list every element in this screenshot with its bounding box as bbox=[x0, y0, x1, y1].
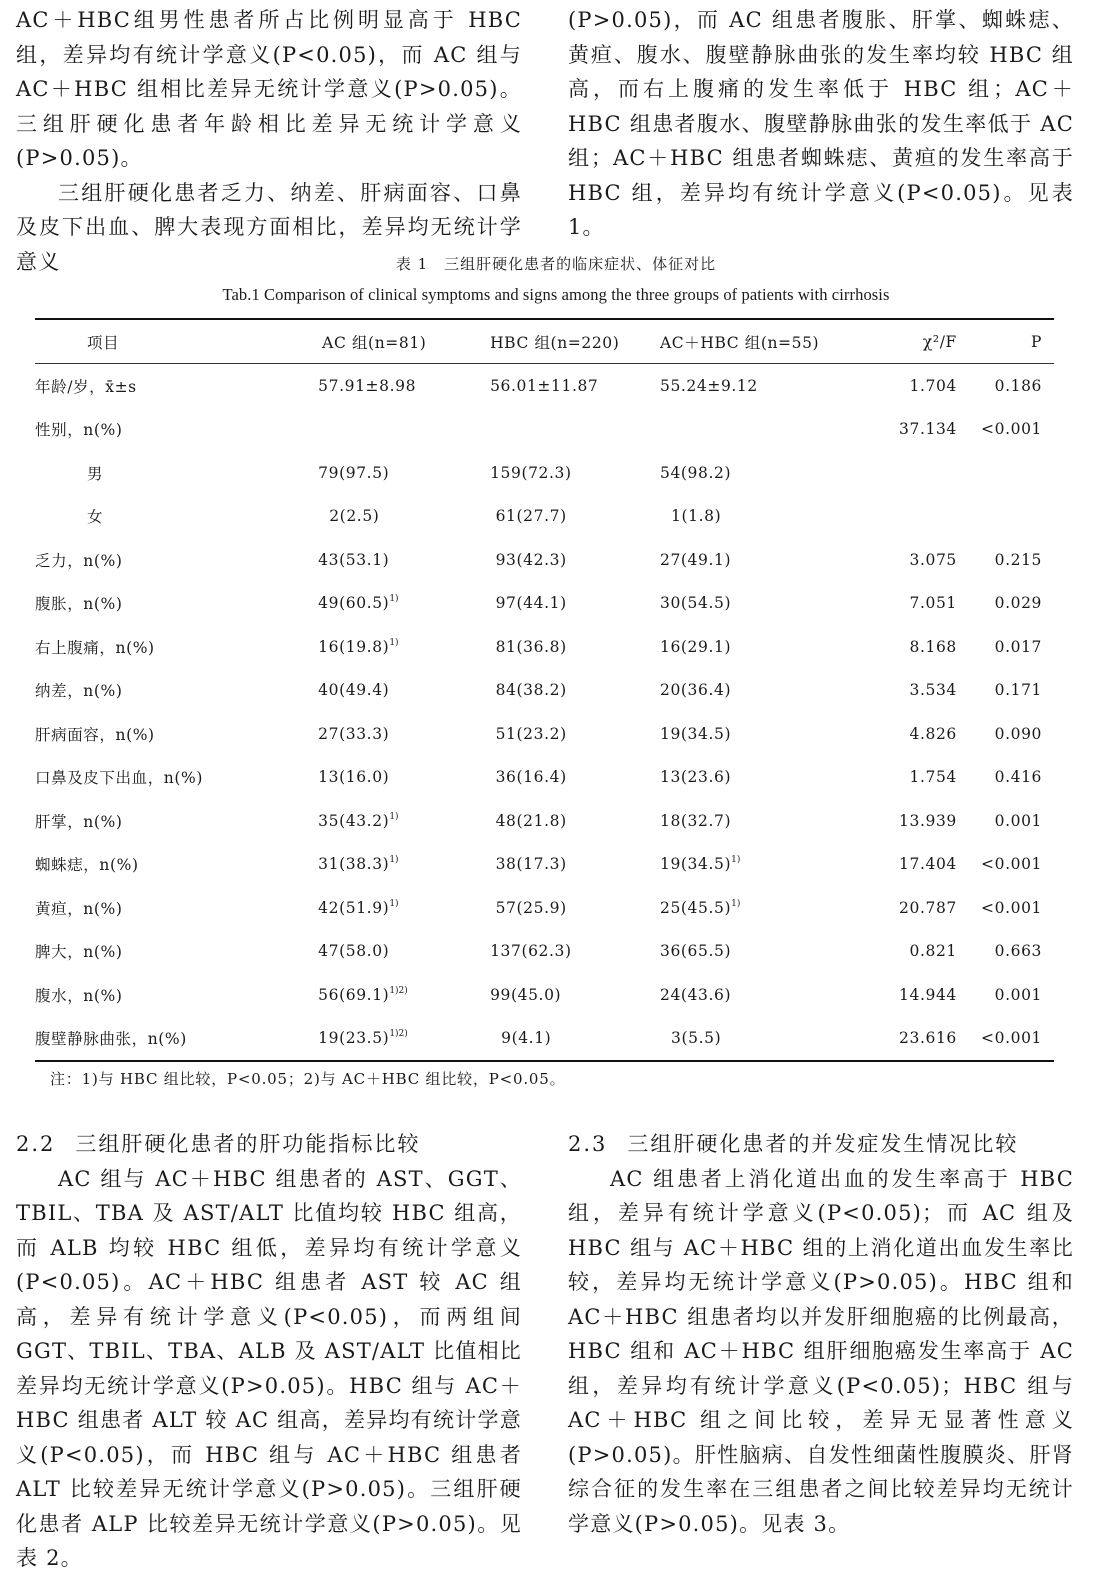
table-caption-cn bbox=[0, 253, 1112, 274]
cell-statistic bbox=[871, 973, 956, 1017]
cell-ac-hbc-value: 1(1.8) bbox=[659, 507, 722, 526]
row-item-value: 腹水，n(%) bbox=[35, 986, 123, 1005]
cell-p-value: <0.001 bbox=[981, 898, 1042, 917]
cell-statistic-value: 7.051 bbox=[909, 594, 957, 613]
cell-hbc-value: 48(21.8) bbox=[490, 811, 567, 830]
section-2-3 bbox=[568, 1127, 1074, 1541]
cell-ac bbox=[318, 886, 490, 930]
cell-ac-hbc bbox=[660, 712, 871, 756]
cell-p-value: 0.090 bbox=[994, 724, 1042, 743]
cell-ac-value: 27(33.3) bbox=[318, 724, 390, 743]
section-title: 三组肝硬化患者的肝功能指标比较 bbox=[75, 1132, 421, 1156]
cell-ac-value: 13(16.0) bbox=[318, 768, 390, 787]
cell-p bbox=[957, 973, 1054, 1017]
cell-ac-value: 43(53.1) bbox=[318, 550, 390, 569]
cell-ac-hbc-value: 24(43.6) bbox=[659, 985, 732, 1004]
footnote-marker: 1) bbox=[389, 898, 399, 909]
cell-ac-hbc-value: 25(45.5) bbox=[659, 898, 732, 917]
cell-ac-hbc bbox=[660, 451, 871, 495]
table-row bbox=[35, 973, 1054, 1017]
body-text-top-right bbox=[568, 3, 1074, 245]
cell-p bbox=[957, 625, 1054, 669]
body-text-top-left bbox=[16, 3, 522, 279]
cell-hbc bbox=[490, 799, 660, 843]
cell-ac bbox=[318, 973, 490, 1017]
cell-p bbox=[957, 799, 1054, 843]
table-row bbox=[35, 538, 1054, 582]
cell-p-value: <0.001 bbox=[981, 1029, 1042, 1048]
cell-p-value: 0.029 bbox=[994, 594, 1042, 613]
cell-hbc bbox=[490, 843, 660, 887]
cell-p bbox=[957, 538, 1054, 582]
cell-statistic bbox=[871, 451, 956, 495]
table-row bbox=[35, 1017, 1054, 1062]
cell-hbc-value: 137(62.3) bbox=[490, 942, 572, 961]
table-row bbox=[35, 669, 1054, 713]
cell-statistic bbox=[871, 625, 956, 669]
table-row bbox=[35, 712, 1054, 756]
table-row bbox=[35, 756, 1054, 800]
cell-ac bbox=[318, 843, 490, 887]
section-title: 三组肝硬化患者的并发症发生情况比较 bbox=[627, 1132, 1019, 1156]
paragraph: AC 组与 AC＋HBC 组患者的 AST、GGT、TBIL、TBA 及 AST/ALT 比值均较 HBC 组高，而 ALB 均较 HBC 组低，差异均有统计学意义(P<0.05)。AC＋HBC 组患者 AST 较 AC 组高，差异有统计学意义(P<0.05)，而两组间 GGT、TBIL、TBA、ALB 及 AST/ALT 比值相比差异均无统计学意义(P>0.05)。HBC 组与 AC＋HBC 组患者 ALT 较 AC 组高，差异均有统计学意义(P<0.05)，而 HBC 组与 AC＋HBC 组患者 ALT 比较差异无统计学意义(P>0.05)。三组肝硬化患者 ALP 比较差异无统计学意义(P>0.05)。见表 2。 bbox=[16, 1166, 522, 1570]
row-item-value: 年龄/岁，x̄±s bbox=[35, 377, 137, 396]
table-row bbox=[35, 582, 1054, 626]
row-item bbox=[35, 495, 318, 539]
cell-p bbox=[957, 669, 1054, 713]
row-item-value: 女 bbox=[87, 508, 104, 527]
footnote-marker: 1) bbox=[389, 811, 399, 822]
row-item bbox=[35, 625, 318, 669]
cell-statistic bbox=[871, 364, 956, 408]
cell-ac-value: 42(51.9) bbox=[318, 898, 390, 917]
cell-hbc bbox=[490, 930, 660, 974]
section-heading bbox=[16, 1127, 522, 1162]
cell-ac bbox=[318, 799, 490, 843]
cell-ac bbox=[318, 451, 490, 495]
header-p: P bbox=[1030, 332, 1042, 351]
cell-statistic bbox=[871, 1017, 956, 1062]
cell-ac-hbc bbox=[660, 408, 871, 452]
cell-ac-value: 16(19.8) bbox=[318, 637, 390, 656]
row-item bbox=[35, 364, 318, 408]
table-row bbox=[35, 408, 1054, 452]
cell-ac-value: 31(38.3) bbox=[318, 855, 390, 874]
cell-ac-hbc bbox=[660, 495, 871, 539]
row-item bbox=[35, 799, 318, 843]
cell-statistic bbox=[871, 930, 956, 974]
row-item bbox=[35, 756, 318, 800]
cell-statistic-value: 4.826 bbox=[909, 724, 957, 743]
cell-ac-value: 47(58.0) bbox=[318, 942, 390, 961]
footnote-marker: 1)2) bbox=[389, 1029, 408, 1040]
section-heading bbox=[568, 1127, 1074, 1162]
cell-ac-hbc bbox=[660, 1017, 871, 1062]
cell-p-value: 0.186 bbox=[994, 376, 1042, 395]
cell-ac-value: 79(97.5) bbox=[318, 463, 390, 482]
cell-ac-hbc bbox=[660, 799, 871, 843]
cell-ac-value: 19(23.5) bbox=[318, 1029, 390, 1048]
cell-ac bbox=[318, 930, 490, 974]
table-row bbox=[35, 364, 1054, 408]
cell-statistic bbox=[871, 843, 956, 887]
cell-p-value: 0.017 bbox=[994, 637, 1042, 656]
table-row bbox=[35, 930, 1054, 974]
cell-ac-value: 49(60.5) bbox=[318, 594, 390, 613]
section-number: 2.3 bbox=[568, 1132, 608, 1156]
cell-ac-hbc-value: 30(54.5) bbox=[659, 594, 732, 613]
footnote-marker: 1) bbox=[389, 855, 399, 866]
footnote-marker: 1)2) bbox=[389, 985, 408, 996]
row-item-value: 肝病面容，n(%) bbox=[35, 725, 155, 744]
cell-hbc bbox=[490, 669, 660, 713]
row-item bbox=[35, 451, 318, 495]
cell-p bbox=[957, 756, 1054, 800]
cell-p bbox=[957, 408, 1054, 452]
cell-ac-value: 56(69.1) bbox=[318, 985, 390, 1004]
cell-ac bbox=[318, 756, 490, 800]
footnote-marker: 1) bbox=[731, 898, 741, 909]
cell-ac-hbc-value: 19(34.5) bbox=[659, 724, 732, 743]
table-number: 表 1 bbox=[395, 255, 429, 273]
cell-statistic-value: 1.704 bbox=[909, 376, 957, 395]
cell-ac-hbc-value: 20(36.4) bbox=[659, 681, 732, 700]
table-row bbox=[35, 886, 1054, 930]
cell-ac bbox=[318, 669, 490, 713]
cell-statistic-value: 13.939 bbox=[899, 811, 957, 830]
row-item-value: 口鼻及皮下出血，n(%) bbox=[35, 769, 204, 788]
cell-ac bbox=[318, 712, 490, 756]
header-hbc: HBC 组(n=220) bbox=[490, 333, 620, 352]
row-item bbox=[35, 1017, 318, 1062]
cell-ac-value: 35(43.2) bbox=[318, 811, 390, 830]
table-header-row bbox=[35, 319, 1054, 364]
row-item-value: 纳差，n(%) bbox=[35, 682, 123, 701]
cell-statistic-value: 14.944 bbox=[899, 985, 957, 1004]
cell-statistic bbox=[871, 669, 956, 713]
cell-p-value: 0.663 bbox=[994, 942, 1042, 961]
cell-hbc bbox=[490, 973, 660, 1017]
header-item: 项目 bbox=[87, 333, 120, 352]
section-number: 2.2 bbox=[16, 1132, 56, 1156]
footnote-marker: 1) bbox=[389, 594, 399, 605]
section-2-2 bbox=[16, 1127, 522, 1576]
row-item bbox=[35, 712, 318, 756]
cell-statistic-value: 0.821 bbox=[909, 942, 957, 961]
cell-ac-value: 2(2.5) bbox=[318, 507, 380, 526]
cell-hbc-value: 56.01±11.87 bbox=[490, 376, 599, 395]
cell-statistic-value: 37.134 bbox=[899, 420, 957, 439]
cell-hbc-value: 159(72.3) bbox=[490, 463, 572, 482]
cell-ac bbox=[318, 625, 490, 669]
cell-hbc bbox=[490, 451, 660, 495]
cell-ac-hbc-value: 55.24±9.12 bbox=[659, 376, 758, 395]
cell-ac-hbc bbox=[660, 843, 871, 887]
cell-p bbox=[957, 364, 1054, 408]
cell-p bbox=[957, 495, 1054, 539]
cell-hbc-value: 99(45.0) bbox=[490, 985, 562, 1004]
cell-hbc bbox=[490, 538, 660, 582]
cell-ac-hbc-value: 18(32.7) bbox=[659, 811, 732, 830]
cell-p-value: 0.171 bbox=[994, 681, 1042, 700]
cell-statistic bbox=[871, 495, 956, 539]
cell-hbc bbox=[490, 408, 660, 452]
cell-hbc bbox=[490, 712, 660, 756]
cell-statistic bbox=[871, 756, 956, 800]
cell-statistic-value: 1.754 bbox=[909, 768, 957, 787]
cell-statistic bbox=[871, 408, 956, 452]
cell-p-value: 0.215 bbox=[994, 550, 1042, 569]
cell-statistic-value: 20.787 bbox=[899, 898, 957, 917]
cell-hbc bbox=[490, 1017, 660, 1062]
cell-hbc-value: 36(16.4) bbox=[490, 768, 567, 787]
cell-hbc-value: 38(17.3) bbox=[490, 855, 567, 874]
cell-p-value: 0.001 bbox=[994, 985, 1042, 1004]
row-item-value: 蜘蛛痣，n(%) bbox=[35, 856, 139, 875]
row-item-value: 右上腹痛，n(%) bbox=[35, 638, 155, 657]
cell-ac bbox=[318, 364, 490, 408]
cell-statistic-value: 23.616 bbox=[899, 1029, 957, 1048]
row-item-value: 腹壁静脉曲张，n(%) bbox=[35, 1030, 187, 1049]
cell-hbc bbox=[490, 625, 660, 669]
cell-ac-hbc-value: 27(49.1) bbox=[659, 550, 732, 569]
cell-hbc bbox=[490, 886, 660, 930]
row-item bbox=[35, 408, 318, 452]
cell-ac-hbc bbox=[660, 582, 871, 626]
cell-p-value: <0.001 bbox=[981, 855, 1042, 874]
cell-hbc-value: 51(23.2) bbox=[490, 724, 567, 743]
cell-p bbox=[957, 582, 1054, 626]
cell-ac-hbc bbox=[660, 973, 871, 1017]
table-note: 注：1)与 HBC 组比较，P<0.05；2)与 AC＋HBC 组比较，P<0.05。 bbox=[50, 1070, 566, 1088]
cell-ac bbox=[318, 582, 490, 626]
row-item bbox=[35, 669, 318, 713]
cell-ac bbox=[318, 1017, 490, 1062]
cell-ac-hbc bbox=[660, 364, 871, 408]
cell-p-value: 0.001 bbox=[994, 811, 1042, 830]
cell-statistic bbox=[871, 886, 956, 930]
row-item-value: 乏力，n(%) bbox=[35, 551, 123, 570]
paragraph: 三组肝硬化患者乏力、纳差、肝病面容、口鼻及皮下出血、脾大表现方面相比，差异均无统计学意义 bbox=[16, 180, 522, 274]
cell-p-value: 0.416 bbox=[994, 768, 1042, 787]
cell-statistic bbox=[871, 712, 956, 756]
cell-ac bbox=[318, 538, 490, 582]
cell-hbc bbox=[490, 582, 660, 626]
cell-statistic-value: 3.075 bbox=[909, 550, 957, 569]
cell-ac-hbc bbox=[660, 669, 871, 713]
cell-ac-hbc-value: 36(65.5) bbox=[659, 942, 732, 961]
row-item bbox=[35, 886, 318, 930]
paragraph: (P>0.05)，而 AC 组患者腹胀、肝掌、蜘蛛痣、黄疸、腹水、腹壁静脉曲张的发生率均较 HBC 组高，而右上腹痛的发生率低于 HBC 组；AC＋HBC 组患者腹水、腹壁静脉曲张的发生率低于 AC 组；AC＋HBC 组患者蜘蛛痣、黄疸的发生率高于 HBC 组，差异均有统计学意义(P<0.05)。见表 1。 bbox=[568, 8, 1074, 239]
cell-hbc-value: 61(27.7) bbox=[490, 507, 567, 526]
cell-statistic-value: 3.534 bbox=[909, 681, 957, 700]
cell-statistic bbox=[871, 799, 956, 843]
paragraph: AC＋HBC组男性患者所占比例明显高于 HBC 组，差异均有统计学意义(P<0.05)，而 AC 组与 AC＋HBC 组相比差异无统计学意义(P>0.05)。三组肝硬化患者年龄相比差异无统计学意义(P>0.05)。 bbox=[16, 8, 522, 170]
footnote-marker: 1) bbox=[389, 637, 399, 648]
header-ac-hbc: AC＋HBC 组(n=55) bbox=[659, 333, 820, 352]
cell-ac-hbc bbox=[660, 930, 871, 974]
table-title-cn: 三组肝硬化患者的临床症状、体征对比 bbox=[444, 255, 717, 273]
cell-ac-hbc bbox=[660, 756, 871, 800]
cell-p bbox=[957, 886, 1054, 930]
row-item-value: 性别，n(%) bbox=[35, 421, 123, 440]
cell-ac-value: 57.91±8.98 bbox=[318, 376, 417, 395]
cell-statistic bbox=[871, 538, 956, 582]
cell-hbc-value: 93(42.3) bbox=[490, 550, 567, 569]
cell-hbc-value: 84(38.2) bbox=[490, 681, 567, 700]
cell-ac-value: 40(49.4) bbox=[318, 681, 390, 700]
cell-ac-hbc bbox=[660, 625, 871, 669]
cell-ac-hbc bbox=[660, 886, 871, 930]
row-item bbox=[35, 930, 318, 974]
cell-ac bbox=[318, 408, 490, 452]
row-item bbox=[35, 973, 318, 1017]
table-row bbox=[35, 495, 1054, 539]
cell-ac-hbc-value: 54(98.2) bbox=[659, 463, 732, 482]
row-item-value: 脾大，n(%) bbox=[35, 943, 123, 962]
cell-statistic bbox=[871, 582, 956, 626]
header-ac: AC 组(n=81) bbox=[322, 333, 427, 352]
cell-hbc bbox=[490, 495, 660, 539]
table-row bbox=[35, 451, 1054, 495]
table-1 bbox=[35, 318, 1054, 1062]
cell-p bbox=[957, 1017, 1054, 1062]
header-statistic: χ²/F bbox=[922, 332, 957, 351]
cell-hbc bbox=[490, 364, 660, 408]
row-item-value: 肝掌，n(%) bbox=[35, 812, 123, 831]
cell-hbc-value: 81(36.8) bbox=[490, 637, 567, 656]
table-caption-en: Tab.1 Comparison of clinical symptoms and signs among the three groups of patients with cirrhosis bbox=[222, 285, 890, 304]
cell-statistic-value: 17.404 bbox=[899, 855, 957, 874]
cell-ac bbox=[318, 495, 490, 539]
row-item bbox=[35, 538, 318, 582]
cell-ac-hbc-value: 16(29.1) bbox=[659, 637, 732, 656]
cell-p-value: <0.001 bbox=[981, 420, 1042, 439]
footnote-marker: 1) bbox=[731, 855, 741, 866]
row-item bbox=[35, 843, 318, 887]
row-item bbox=[35, 582, 318, 626]
cell-hbc bbox=[490, 756, 660, 800]
cell-hbc-value: 97(44.1) bbox=[490, 594, 567, 613]
cell-ac-hbc-value: 13(23.6) bbox=[659, 768, 732, 787]
row-item-value: 腹胀，n(%) bbox=[35, 595, 123, 614]
cell-hbc-value: 57(25.9) bbox=[490, 898, 567, 917]
cell-statistic-value: 8.168 bbox=[909, 637, 957, 656]
row-item-value: 男 bbox=[87, 464, 104, 483]
cell-p bbox=[957, 843, 1054, 887]
row-item-value: 黄疸，n(%) bbox=[35, 899, 123, 918]
cell-ac-hbc-value: 3(5.5) bbox=[659, 1029, 722, 1048]
table-row bbox=[35, 625, 1054, 669]
cell-ac-hbc bbox=[660, 538, 871, 582]
cell-p bbox=[957, 451, 1054, 495]
cell-p bbox=[957, 712, 1054, 756]
cell-p bbox=[957, 930, 1054, 974]
table-row bbox=[35, 799, 1054, 843]
cell-ac-hbc-value: 19(34.5) bbox=[659, 855, 732, 874]
table-row bbox=[35, 843, 1054, 887]
cell-hbc-value: 9(4.1) bbox=[490, 1029, 552, 1048]
paragraph: AC 组患者上消化道出血的发生率高于 HBC 组，差异有统计学意义(P<0.05)；而 AC 组及 HBC 组与 AC＋HBC 组的上消化道出血发生率比较，差异均无统计学意义(P>0.05)。HBC 组和 AC＋HBC 组患者均以并发肝细胞癌的比例最高，HBC 组和 AC＋HBC 组肝细胞癌发生率高于 AC 组，差异均有统计学意义(P<0.05)；HBC 组与 AC＋HBC 组之间比较，差异无显著性意义(P>0.05)。肝性脑病、自发性细菌性腹膜炎、肝肾综合征的发生率在三组患者之间比较差异均无统计学意义(P>0.05)。见表 3。 bbox=[568, 1166, 1074, 1536]
